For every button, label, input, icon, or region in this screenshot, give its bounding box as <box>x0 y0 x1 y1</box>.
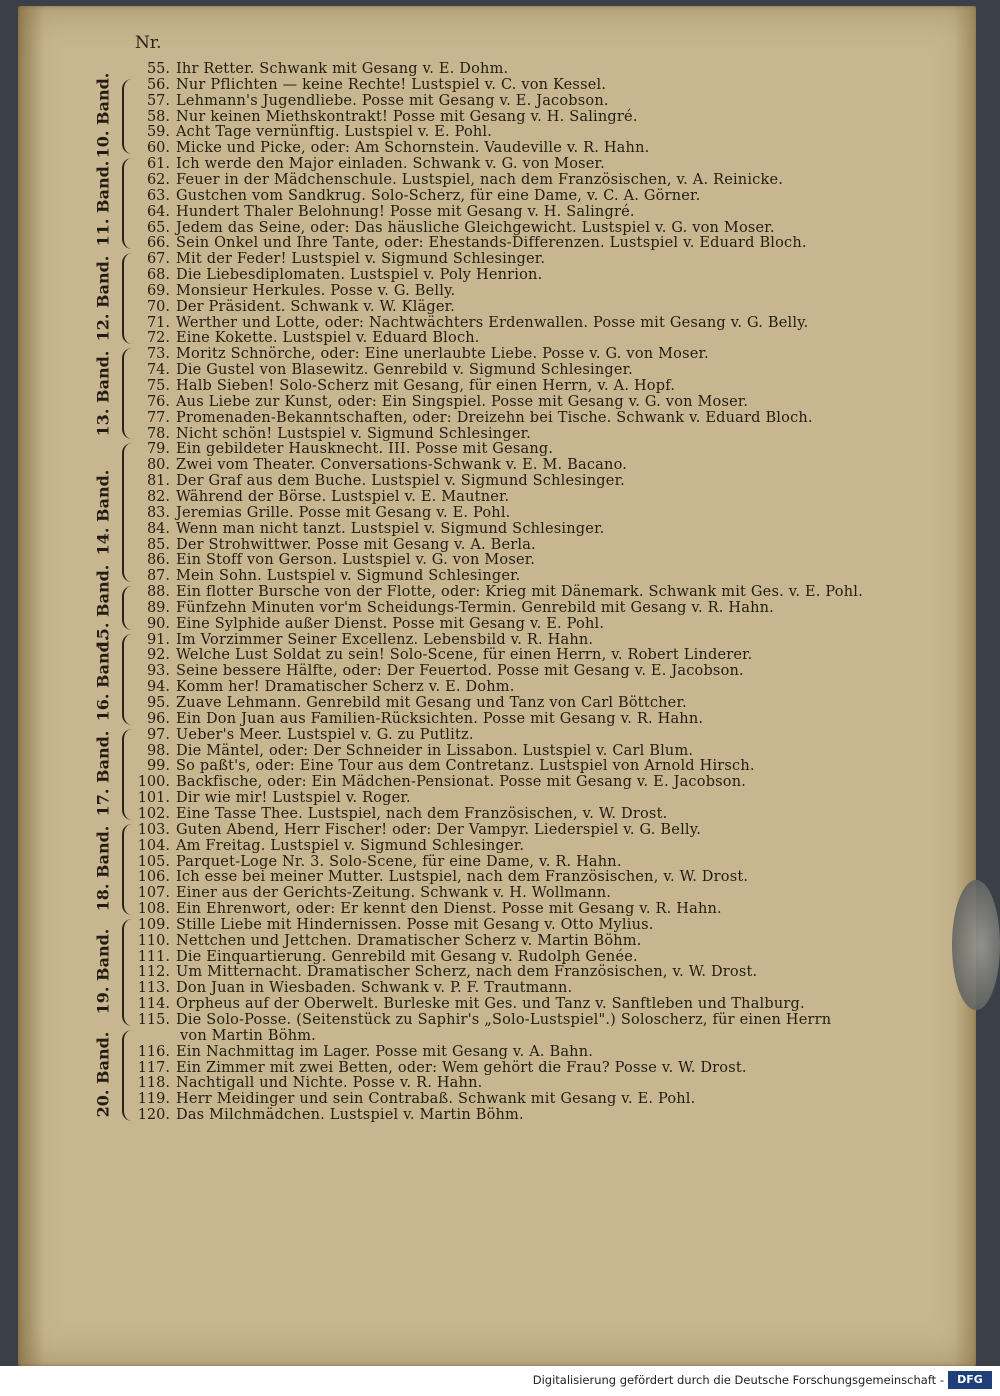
entry-number: 102. <box>137 805 170 822</box>
band-brace <box>122 253 132 344</box>
band-label: 18. Band. <box>93 826 113 912</box>
entry-text: Backfische, oder: Ein Mädchen-Pensionat. Posse mit Gesang v. E. Jacobson. <box>176 774 747 791</box>
band-brace <box>122 1030 132 1121</box>
entry-text: Sein Onkel und Ihre Tante, oder: Ehestands-Differenzen. Lustspiel v. Eduard Bloch. <box>176 235 807 252</box>
entry-row <box>134 124 964 140</box>
entry-text: Welche Lust Soldat zu sein! Solo-Scene, für einen Herrn, v. Robert Linderer. <box>176 647 753 664</box>
entry-number: 61. <box>146 156 170 173</box>
entry-number: 75. <box>146 378 170 394</box>
band-brace <box>122 79 132 154</box>
entry-number: 111. <box>137 948 170 965</box>
entry-row <box>134 933 964 949</box>
entry-number: 99. <box>146 758 170 775</box>
entry-number: 82. <box>146 488 170 505</box>
entry-row <box>134 711 964 727</box>
entry-text: Ein gebildeter Hausknecht. III. Posse mit Gesang. <box>176 441 554 458</box>
entry-row <box>134 140 964 156</box>
entry-number: 98. <box>146 742 170 759</box>
entry-text: Werther und Lotte, oder: Nachtwächters Erdenwallen. Posse mit Gesang v. G. Belly. <box>176 314 809 331</box>
entry-text: Guten Abend, Herr Fischer! oder: Der Vampyr. Liederspiel v. G. Belly. <box>176 821 702 838</box>
entry-number: 65. <box>146 219 170 236</box>
entry-row <box>134 394 964 410</box>
entry-text: Don Juan in Wiesbaden. Schwank v. P. F. Trautmann. <box>176 980 573 997</box>
entry-row <box>134 457 964 473</box>
entry-row <box>134 584 964 600</box>
entry-row <box>134 616 964 632</box>
entry-row <box>134 632 964 648</box>
entry-row <box>134 77 964 93</box>
band-brace <box>122 824 132 915</box>
entry-number: 106. <box>137 869 170 886</box>
entry-number: 100. <box>137 774 170 791</box>
entry-text: Der Präsident. Schwank v. W. Kläger. <box>176 298 455 315</box>
entry-text: Ich esse bei meiner Mutter. Lustspiel, nach dem Französischen, v. W. Drost. <box>176 869 749 886</box>
entry-row <box>134 473 964 489</box>
band-brace <box>122 634 132 725</box>
entry-number: 77. <box>146 409 170 426</box>
band-brace <box>122 586 132 630</box>
entry-number: 63. <box>146 187 170 204</box>
entry-number: 80. <box>146 457 170 474</box>
entry-number: 96. <box>146 710 170 727</box>
entry-number: 84. <box>146 520 170 537</box>
entry-number: 86. <box>146 552 170 569</box>
entry-row <box>134 679 964 695</box>
entry-text: Die Gustel von Blasewitz. Genrebild v. Sigmund Schlesinger. <box>176 362 633 379</box>
entry-number: 101. <box>137 790 170 807</box>
entry-number: 117. <box>137 1059 170 1076</box>
entry-text: Ein Zimmer mit zwei Betten, oder: Wem gehört die Frau? Posse v. W. Drost. <box>176 1059 747 1076</box>
entry-row <box>134 949 964 965</box>
band-label: 10. Band. <box>93 73 113 159</box>
entry-row <box>134 172 964 188</box>
entry-number: 93. <box>146 663 170 680</box>
entry-row <box>134 489 964 505</box>
column-header-nr: Nr. <box>135 33 162 53</box>
entry-text: Monsieur Herkules. Posse v. G. Belly. <box>176 282 456 299</box>
entry-number: 116. <box>137 1043 170 1060</box>
entry-row <box>134 346 964 362</box>
entry-text: Nur keinen Miethskontrakt! Posse mit Gesang v. H. Salingré. <box>176 108 638 125</box>
entry-number: 110. <box>137 932 170 949</box>
band-label: 14. Band. <box>93 469 113 556</box>
entry-number: 103. <box>137 821 170 838</box>
entry-text: Nur Pflichten — keine Rechte! Lustspiel v. C. von Kessel. <box>176 76 607 93</box>
entry-text: Gustchen vom Sandkrug. Solo-Scherz, für eine Dame, v. C. A. Görner. <box>176 187 701 204</box>
entry-row <box>134 299 964 315</box>
entry-text: Ihr Retter. Schwank mit Gesang v. E. Dohm. <box>176 61 509 77</box>
entry-row <box>134 1075 964 1091</box>
entry-text: Während der Börse. Lustspiel v. E. Mautner. <box>176 488 510 505</box>
entry-text: Ich werde den Major einladen. Schwank v. G. von Moser. <box>176 156 605 173</box>
entry-number: 73. <box>146 346 170 363</box>
entry-row <box>134 869 964 885</box>
entry-text: Der Strohwittwer. Posse mit Gesang v. A. Berla. <box>176 536 536 553</box>
entry-row <box>134 758 964 774</box>
entry-row <box>134 330 964 346</box>
entry-text: Stille Liebe mit Hindernissen. Posse mit Gesang v. Otto Mylius. <box>176 916 654 933</box>
entry-text: Nettchen und Jettchen. Dramatischer Scherz v. Martin Böhm. <box>176 932 642 949</box>
entry-row <box>134 568 964 584</box>
entry-number: 115. <box>137 1012 170 1028</box>
entry-row <box>134 806 964 822</box>
entry-number: 112. <box>137 964 170 981</box>
entry-number: 58. <box>146 108 170 125</box>
entry-row <box>134 537 964 553</box>
entry-row <box>134 251 964 267</box>
entry-text: Der Graf aus dem Buche. Lustspiel v. Sigmund Schlesinger. <box>176 473 625 490</box>
entry-row <box>134 774 964 790</box>
entry-number: 74. <box>146 362 170 379</box>
band-label: 19. Band. <box>93 929 113 1015</box>
entry-number: 60. <box>146 140 170 157</box>
entry-row <box>134 980 964 996</box>
entry-text: Fünfzehn Minuten vor'm Scheidungs-Termin. Genrebild mit Gesang v. R. Hahn. <box>176 599 774 616</box>
entry-text: Aus Liebe zur Kunst, oder: Ein Singspiel. Posse mit Gesang v. G. von Moser. <box>176 393 749 410</box>
entry-row <box>134 188 964 204</box>
entry-text: Komm her! Dramatischer Scherz v. E. Dohm. <box>176 679 515 696</box>
entry-number: 104. <box>137 837 170 854</box>
entry-row <box>134 552 964 568</box>
entry-number: 57. <box>146 92 170 109</box>
entry-text: Mit der Feder! Lustspiel v. Sigmund Schlesinger. <box>176 251 546 268</box>
entry-number: 91. <box>146 631 170 648</box>
band-label: 11. Band. <box>93 160 113 246</box>
entry-row <box>134 695 964 711</box>
entry-row <box>134 743 964 759</box>
entry-row <box>134 727 964 743</box>
entry-number: 64. <box>146 203 170 220</box>
entry-row <box>134 917 964 933</box>
band-label: 16. Band. <box>93 635 113 722</box>
band-label: 13. Band. <box>93 350 113 437</box>
entry-continuation <box>180 1028 1000 1044</box>
entry-number: 85. <box>146 536 170 553</box>
entry-row <box>134 235 964 251</box>
entry-row <box>134 362 964 378</box>
entry-number: 79. <box>146 441 170 458</box>
entry-row <box>134 838 964 854</box>
entry-number: 113. <box>137 980 170 997</box>
entry-row <box>134 61 964 77</box>
entry-text: Parquet-Loge Nr. 3. Solo-Scene, für eine Dame, v. R. Hahn. <box>176 853 622 870</box>
entry-row <box>134 996 964 1012</box>
band-label: 15. Band. <box>93 564 113 651</box>
entry-text: Nicht schön! Lustspiel v. Sigmund Schlesinger. <box>176 425 531 442</box>
entry-row <box>134 822 964 838</box>
entry-number: 72. <box>146 330 170 347</box>
entry-text: Orpheus auf der Oberwelt. Burleske mit Ges. und Tanz v. Sanftleben und Thalburg. <box>176 996 805 1013</box>
entry-text: Ein flotter Bursche von der Flotte, oder: Krieg mit Dänemark. Schwank mit Ges. v. E. Pohl. <box>176 584 863 601</box>
entry-number: 78. <box>146 425 170 442</box>
entry-text: Zuave Lehmann. Genrebild mit Gesang und Tanz von Carl Böttcher. <box>176 695 687 711</box>
entry-row <box>134 283 964 299</box>
entry-row <box>134 204 964 220</box>
entry-text: Jeremias Grille. Posse mit Gesang v. E. Pohl. <box>176 504 511 521</box>
entry-text: Um Mitternacht. Dramatischer Scherz, nach dem Französischen, v. W. Drost. <box>176 964 758 981</box>
entry-number: 83. <box>146 504 170 521</box>
entry-text: Die Liebesdiplomaten. Lustspiel v. Poly Henrion. <box>176 267 543 284</box>
entry-row <box>134 441 964 457</box>
entry-row <box>134 854 964 870</box>
entry-number: 68. <box>146 267 170 284</box>
entry-text: Am Freitag. Lustspiel v. Sigmund Schlesinger. <box>176 837 525 854</box>
entry-row <box>134 220 964 236</box>
entry-row <box>134 1060 964 1076</box>
footer-text: Digitalisierung gefördert durch die Deutsche Forschungsgemeinschaft - <box>532 1373 944 1387</box>
entry-number: 55. <box>146 61 170 77</box>
band-label: 17. Band. <box>93 730 113 817</box>
entry-row <box>134 109 964 125</box>
entry-row <box>134 1044 964 1060</box>
entry-row <box>134 410 964 426</box>
entry-text: Ein Don Juan aus Familien-Rücksichten. Posse mit Gesang v. R. Hahn. <box>176 710 704 727</box>
entry-number: 87. <box>146 568 170 585</box>
entry-text: Die Einquartierung. Genrebild mit Gesang v. Rudolph Genée. <box>176 948 638 965</box>
page-spine-shadow <box>18 6 44 1366</box>
entry-text: Nachtigall und Nichte. Posse v. R. Hahn. <box>176 1075 483 1092</box>
entry-number: 92. <box>146 647 170 664</box>
entry-text: Herr Meidinger und sein Contrabaß. Schwank mit Gesang v. E. Pohl. <box>176 1091 696 1108</box>
entry-text: Mein Sohn. Lustspiel v. Sigmund Schlesinger. <box>176 568 521 585</box>
entry-text: Im Vorzimmer Seiner Excellenz. Lebensbild v. R. Hahn. <box>176 631 594 648</box>
entry-text: Die Solo-Posse. (Seitenstück zu Saphir's „Solo-Lustspiel".) Soloscherz, für einen Herrn <box>176 1012 832 1028</box>
entry-text: So paßt's, oder: Eine Tour aus dem Contretanz. Lustspiel von Arnold Hirsch. <box>176 758 755 775</box>
entry-number: 62. <box>146 171 170 188</box>
band-brace <box>122 443 132 582</box>
entry-row <box>134 378 964 394</box>
entry-row <box>134 315 964 331</box>
entry-number: 81. <box>146 473 170 490</box>
entry-text: Lehmann's Jugendliebe. Posse mit Gesang v. E. Jacobson. <box>176 92 609 109</box>
entry-text: Einer aus der Gerichts-Zeitung. Schwank v. H. Wollmann. <box>176 885 612 902</box>
entry-number: 94. <box>146 679 170 696</box>
entry-text: Ein Stoff von Gerson. Lustspiel v. G. von Moser. <box>176 552 536 569</box>
entry-number: 119. <box>137 1091 170 1108</box>
band-label: 20. Band. <box>93 1032 113 1118</box>
entry-number: 71. <box>146 314 170 331</box>
entry-number: 70. <box>146 298 170 315</box>
entry-text: Moritz Schnörche, oder: Eine unerlaubte Liebe. Posse v. G. von Moser. <box>176 346 709 363</box>
entry-number: 108. <box>137 901 170 918</box>
entry-number: 76. <box>146 393 170 410</box>
entry-number: 69. <box>146 282 170 299</box>
entry-text: Eine Kokette. Lustspiel v. Eduard Bloch. <box>176 330 480 347</box>
entry-number: 66. <box>146 235 170 252</box>
entry-text: Micke und Picke, oder: Am Schornstein. Vaudeville v. R. Hahn. <box>176 140 650 157</box>
dfg-logo: DFG <box>948 1371 992 1389</box>
entry-row <box>134 600 964 616</box>
entry-text: Die Mäntel, oder: Der Schneider in Lissabon. Lustspiel v. Carl Blum. <box>176 742 694 759</box>
entry-text: Feuer in der Mädchenschule. Lustspiel, nach dem Französischen, v. A. Reinicke. <box>176 171 784 188</box>
entry-text: Wenn man nicht tanzt. Lustspiel v. Sigmund Schlesinger. <box>176 520 605 537</box>
band-brace <box>122 158 132 249</box>
entry-row <box>134 505 964 521</box>
entry-row <box>134 426 964 442</box>
entry-number: 67. <box>146 251 170 268</box>
entry-text: Ueber's Meer. Lustspiel v. G. zu Putlitz. <box>176 726 474 743</box>
entry-row <box>134 521 964 537</box>
entry-text: Hundert Thaler Belohnung! Posse mit Gesang v. H. Salingré. <box>176 203 635 220</box>
band-brace <box>122 348 132 439</box>
entry-row <box>134 790 964 806</box>
entry-row <box>134 964 964 980</box>
band-brace <box>122 729 132 820</box>
entry-row <box>134 1012 964 1028</box>
entry-number: 89. <box>146 599 170 616</box>
entry-number: 88. <box>146 584 170 601</box>
entry-text: Dir wie mir! Lustspiel v. Roger. <box>176 790 411 807</box>
entry-row <box>134 93 964 109</box>
entry-text: Eine Sylphide außer Dienst. Posse mit Gesang v. E. Pohl. <box>176 615 605 632</box>
entry-text: von Martin Böhm. <box>180 1027 316 1044</box>
entry-text: Acht Tage vernünftig. Lustspiel v. E. Pohl. <box>176 124 493 141</box>
entry-number: 109. <box>137 916 170 933</box>
band-label: 12. Band. <box>93 255 113 342</box>
entry-number: 120. <box>137 1107 170 1124</box>
entry-text: Ein Ehrenwort, oder: Er kennt den Dienst. Posse mit Gesang v. R. Hahn. <box>176 901 722 918</box>
entry-row <box>134 663 964 679</box>
entry-text: Promenaden-Bekanntschaften, oder: Dreizehn bei Tische. Schwank v. Eduard Bloch. <box>176 409 813 426</box>
entry-row <box>134 885 964 901</box>
entry-number: 97. <box>146 726 170 743</box>
entry-number: 56. <box>146 76 170 93</box>
band-brace <box>122 919 132 1026</box>
entry-number: 114. <box>137 996 170 1013</box>
entry-row <box>134 267 964 283</box>
entry-text: Ein Nachmittag im Lager. Posse mit Gesang v. A. Bahn. <box>176 1043 594 1060</box>
entry-row <box>134 1107 964 1123</box>
entry-text: Eine Tasse Thee. Lustspiel, nach dem Französischen, v. W. Drost. <box>176 805 668 822</box>
entry-text: Jedem das Seine, oder: Das häusliche Gleichgewicht. Lustspiel v. G. von Moser. <box>176 219 775 236</box>
entry-row <box>134 156 964 172</box>
entry-row <box>134 1091 964 1107</box>
entry-text: Zwei vom Theater. Conversations-Schwank v. E. M. Bacano. <box>176 457 628 474</box>
entry-row <box>134 647 964 663</box>
entry-number: 90. <box>146 615 170 632</box>
entry-number: 118. <box>137 1075 170 1092</box>
entry-text: Halb Sieben! Solo-Scherz mit Gesang, für einen Herrn, v. A. Hopf. <box>176 378 676 394</box>
entry-text: Seine bessere Hälfte, oder: Der Feuertod. Posse mit Gesang v. E. Jacobson. <box>176 663 744 680</box>
digitization-footer <box>0 1366 1000 1396</box>
entry-number: 95. <box>146 695 170 711</box>
entry-row <box>134 901 964 917</box>
entry-number: 107. <box>137 885 170 902</box>
entry-number: 59. <box>146 124 170 141</box>
entry-text: Das Milchmädchen. Lustspiel v. Martin Böhm. <box>176 1107 524 1124</box>
entry-number: 105. <box>137 853 170 870</box>
